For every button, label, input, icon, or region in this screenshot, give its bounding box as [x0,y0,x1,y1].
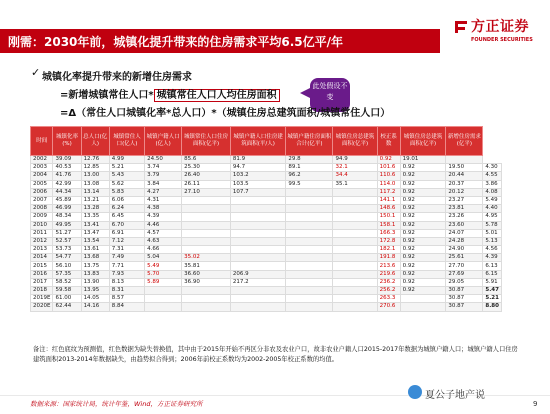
table-cell: 49.95 [53,221,81,229]
table-cell: 23.81 [446,205,483,213]
table-cell: 2020E [31,303,53,311]
table-row [31,287,502,295]
table-cell: 4.39 [145,213,182,221]
table-cell [230,221,286,229]
table-cell: 206.9 [230,270,286,278]
table-row [31,278,502,286]
table-cell: 13.95 [81,287,109,295]
table-cell: 13.61 [81,246,109,254]
table-cell [333,254,377,262]
table-cell [182,196,231,204]
table-cell [333,303,377,311]
table-cell: 217.2 [230,278,286,286]
table-cell: 20.37 [446,180,483,188]
table-cell [286,295,333,303]
table-cell [230,262,286,270]
table-cell [286,303,333,311]
table-row [31,180,502,188]
table-cell: 13.21 [81,196,109,204]
table-cell: 89.1 [286,164,333,172]
table-cell: 2013 [31,246,53,254]
table-row [31,254,502,262]
table-cell [286,278,333,286]
table-cell [286,229,333,237]
table-cell: 14.05 [81,295,109,303]
table-header-cell: 城镇户籍住房面积合计(亿平) [286,127,333,156]
formula-line-2: =Δ（常住人口城镇化率*总人口）*（城镇住房总建筑面积/城镇常住人口） [60,108,391,119]
table-cell: 5.21 [483,295,502,303]
table-cell [333,246,377,254]
table-cell: 236.2 [377,278,400,286]
table-cell: 7.93 [109,270,144,278]
table-cell [286,213,333,221]
table-row [31,205,502,213]
table-cell: 20.12 [446,188,483,196]
table-cell [182,205,231,213]
table-cell [286,254,333,262]
data-source: 数据来源：国家统计局，统计年鉴，Wind，方正证券研究所 [30,400,203,408]
table-cell [182,287,231,295]
table-cell [182,213,231,221]
table-row [31,262,502,270]
table-cell: 0.92 [400,221,446,229]
table-header-cell: 城镇住房总建筑面积(亿平) [333,127,377,156]
table-cell: 4.30 [483,164,502,172]
table-header-cell: 时间 [31,127,53,156]
table-cell: 27.10 [182,188,231,196]
table-cell: 0.92 [400,213,446,221]
callout-arrow [300,88,310,98]
table-cell: 219.6 [377,270,400,278]
table-cell [333,270,377,278]
table-cell: 5.91 [483,278,502,286]
table-cell: 23.26 [446,213,483,221]
table-cell [286,205,333,213]
table-cell: 35.1 [333,180,377,188]
table-cell: 0.92 [377,156,400,164]
table-cell [333,205,377,213]
table-cell: 24.28 [446,237,483,245]
table-cell: 34.4 [333,172,377,180]
table-cell: 26.11 [182,180,231,188]
table-cell: 3.74 [145,164,182,172]
table-cell [182,221,231,229]
table-cell: 6.24 [109,205,144,213]
table-cell: 19.01 [400,156,446,164]
table-cell: 6.15 [483,270,502,278]
table-header-cell: 总人口(亿人) [81,127,109,156]
table-cell: 42.99 [53,180,81,188]
table-cell: 94.7 [230,164,286,172]
table-cell: 4.08 [483,188,502,196]
table-cell: 27.69 [446,270,483,278]
table-cell: 2017 [31,278,53,286]
table-row [31,270,502,278]
table-cell [230,196,286,204]
table-header-cell: 城镇常住人口(亿人) [109,127,144,156]
table-cell: 35.02 [182,254,231,262]
table-cell [230,229,286,237]
table-cell: 3.79 [145,172,182,180]
formula-1-boxed-term: 城镇常住人口人均住房面积 [154,89,280,102]
table-cell: 24.90 [446,246,483,254]
table-cell: 94.9 [333,156,377,164]
table-header-cell: 城镇常住人口住房面积(亿平) [182,127,231,156]
table-header-cell: 城镇户籍人口住房建筑面积(平/人) [230,127,286,156]
table-cell: 36.90 [182,278,231,286]
table-cell: 5.21 [109,164,144,172]
table-cell: 8.57 [109,295,144,303]
table-cell [333,229,377,237]
table-cell: 13.75 [81,262,109,270]
table-cell: 107.7 [230,188,286,196]
table-cell: 0.92 [400,229,446,237]
table-cell: 0.92 [400,287,446,295]
table-cell: 13.83 [81,270,109,278]
table-cell [182,237,231,245]
table-cell: 4.55 [483,172,502,180]
table-cell [333,213,377,221]
table-row [31,295,502,303]
table-cell: 5.04 [145,254,182,262]
table-cell [333,262,377,270]
table-cell: 4.38 [145,205,182,213]
table-cell: 4.46 [145,221,182,229]
table-cell: 2016 [31,270,53,278]
table-cell: 12.85 [81,164,109,172]
founder-logo-icon [453,19,469,35]
table-cell: 263.3 [377,295,400,303]
table-cell [333,295,377,303]
table-cell: 2015 [31,262,53,270]
table-cell [182,295,231,303]
table-cell: 13.35 [81,213,109,221]
table-cell [333,278,377,286]
table-cell [286,246,333,254]
table-cell: 2005 [31,180,53,188]
table-cell: 56.10 [53,262,81,270]
table-cell: 14.16 [81,303,109,311]
footnote: 备注：红色底纹为预测值，红色数据为缺失替换值，其中由于2015年开始不再区分非农及农业户口，故非农业户籍人口2015-2017年数据为城镇户籍人口；城镇户籍人口住房建筑面积2013-2014年数据缺失，由趋势拟合得到；2006年前校正系数均为2002-2005年校正系数的均值。 [33,346,518,363]
table-cell: 0.92 [400,172,446,180]
table-cell: 7.71 [109,262,144,270]
table-header-cell: 城镇住房总建筑面积(亿平) [400,127,446,156]
table-cell: 13.08 [81,180,109,188]
table-cell: 13.41 [81,221,109,229]
table-cell: 24.50 [145,156,182,164]
table-cell: 27.70 [446,262,483,270]
table-cell: 0.92 [400,196,446,204]
table-cell [446,156,483,164]
table-cell: 5.13 [483,237,502,245]
table-cell: 81.9 [230,156,286,164]
table-body [31,156,502,312]
founder-logo [453,16,545,54]
table-cell [230,295,286,303]
table-cell: 2007 [31,196,53,204]
table-cell: 4.31 [145,196,182,204]
table-cell: 182.1 [377,246,400,254]
formula-line-1 [60,86,280,101]
table-cell: 4.95 [483,213,502,221]
table-cell: 12.76 [81,156,109,164]
table-cell: 2011 [31,229,53,237]
table-cell: 8.84 [109,303,144,311]
table-cell: 8.80 [483,303,502,311]
table-cell: 114.0 [377,180,400,188]
table-cell [333,188,377,196]
table-cell: 5.89 [145,278,182,286]
table-cell: 62.44 [53,303,81,311]
table-cell: 5.49 [145,262,182,270]
bullet-heading: 城镇化率提升带来的新增住房需求 [42,72,192,83]
table-cell [286,237,333,245]
table-cell: 270.6 [377,303,400,311]
table-cell: 5.78 [483,221,502,229]
table-cell [230,205,286,213]
table-cell: 13.68 [81,254,109,262]
table-cell: 23.60 [446,221,483,229]
table-cell: 103.2 [230,172,286,180]
table-cell: 256.2 [377,287,400,295]
table-cell [230,287,286,295]
table-row [31,164,502,172]
table-cell: 0.92 [400,180,446,188]
table-cell: 26.40 [182,172,231,180]
table-cell: 6.91 [109,229,144,237]
table-cell [145,303,182,311]
table-row [31,213,502,221]
table-header-cell: 城镇化率(%) [53,127,81,156]
table-cell [286,262,333,270]
table-cell: 39.09 [53,156,81,164]
table-cell: 13.14 [81,188,109,196]
logo-cn-text: 方正证券 [471,19,529,35]
table-cell [286,188,333,196]
table-cell: 30.87 [446,303,483,311]
table-cell: 158.1 [377,221,400,229]
table-cell: 52.57 [53,237,81,245]
table-cell: 0.92 [400,246,446,254]
table-cell [145,295,182,303]
table-cell: 4.66 [145,246,182,254]
table-cell [182,229,231,237]
table-cell: 6.13 [483,262,502,270]
logo-en-text: FOUNDER SECURITIES [471,37,533,43]
table-cell [400,295,446,303]
table-cell: 148.6 [377,205,400,213]
table-cell: 5.43 [109,172,144,180]
table-cell: 51.27 [53,229,81,237]
table-cell: 29.05 [446,278,483,286]
table-cell: 53.73 [53,246,81,254]
table-cell: 8.13 [109,278,144,286]
table-cell [230,303,286,311]
table-cell: 4.57 [145,229,182,237]
table-row [31,196,502,204]
table-row [31,246,502,254]
table-cell: 141.1 [377,196,400,204]
watermark-text: 夏公子地产说 [425,390,485,401]
table-cell: 32.1 [333,164,377,172]
table-cell: 4.40 [483,205,502,213]
table-cell: 96.2 [286,172,333,180]
table-cell: 57.35 [53,270,81,278]
table-cell: 172.8 [377,237,400,245]
table-cell: 6.06 [109,196,144,204]
table-cell: 7.12 [109,237,144,245]
table-cell: 110.6 [377,172,400,180]
wechat-watermark-icon [408,385,422,399]
table-cell: 166.3 [377,229,400,237]
table-cell [333,196,377,204]
table-cell [400,303,446,311]
table-cell: 2002 [31,156,53,164]
table-cell: 0.92 [400,164,446,172]
table-cell: 2006 [31,188,53,196]
table-cell: 2018 [31,287,53,295]
table-cell: 4.56 [483,246,502,254]
table-cell [230,254,286,262]
assumption-callout: 此处假设不变 [310,78,350,112]
table-cell: 103.5 [230,180,286,188]
table-cell: 5.83 [109,188,144,196]
table-row [31,237,502,245]
table-cell: 25.61 [446,254,483,262]
table-cell [230,237,286,245]
table-cell: 6.45 [109,213,144,221]
table-header-row [31,127,502,156]
table-cell: 5.70 [145,270,182,278]
table-cell: 7.31 [109,246,144,254]
table-cell: 54.77 [53,254,81,262]
table-cell: 36.60 [182,270,231,278]
table-cell: 13.28 [81,205,109,213]
table-cell: 25.30 [182,164,231,172]
table-cell: 3.84 [145,180,182,188]
table-cell: 23.27 [446,196,483,204]
table-row [31,188,502,196]
table-cell: 58.52 [53,278,81,286]
table-cell: 117.2 [377,188,400,196]
table-cell: 5.49 [483,196,502,204]
table-cell: 30.87 [446,295,483,303]
table-cell: 2010 [31,221,53,229]
table-cell [230,213,286,221]
page-title: 刚需：2030年前，城镇化提升带来的住房需求平均6.5亿平/年 [8,35,344,49]
table-cell [286,221,333,229]
table-cell: 13.90 [81,278,109,286]
table-cell [286,270,333,278]
table-cell: 4.27 [145,188,182,196]
table-cell: 2019E [31,295,53,303]
table-header-cell: 校正系数 [377,127,400,156]
table-cell: 2009 [31,213,53,221]
check-icon: ✓ [31,66,41,79]
table-header-cell: 新增住房需求(亿平) [446,127,483,156]
title-bar [0,29,440,53]
table-cell: 61.00 [53,295,81,303]
table-cell: 0.92 [400,278,446,286]
table-header-cell: 城镇户籍人口(亿人) [145,127,182,156]
table-cell: 13.00 [81,172,109,180]
table-cell: 191.8 [377,254,400,262]
table-cell [286,287,333,295]
table-cell: 48.34 [53,213,81,221]
table-cell [333,287,377,295]
table-cell: 29.8 [286,156,333,164]
table-cell: 0.92 [400,270,446,278]
table-cell: 0.92 [400,188,446,196]
housing-demand-table [30,126,502,312]
table-cell [230,246,286,254]
table-cell: 44.34 [53,188,81,196]
table-cell: 85.6 [182,156,231,164]
table-cell: 59.58 [53,287,81,295]
table-cell: 5.62 [109,180,144,188]
table-cell: 2012 [31,237,53,245]
table-cell: 8.31 [109,287,144,295]
table-row [31,303,502,311]
formula-1-prefix: =新增城镇常住人口* [60,90,154,101]
table-cell [333,221,377,229]
table-cell: 0.92 [400,237,446,245]
table-cell: 2004 [31,172,53,180]
table-cell: 99.5 [286,180,333,188]
table-cell: 5.01 [483,229,502,237]
table-cell: 2014 [31,254,53,262]
table-cell: 24.07 [446,229,483,237]
table-cell: 20.44 [446,172,483,180]
table-cell: 41.76 [53,172,81,180]
table-cell: 46.99 [53,205,81,213]
table-cell: 35.81 [182,262,231,270]
table-cell: 4.63 [145,237,182,245]
table-cell: 19.50 [446,164,483,172]
table-cell: 0.92 [400,262,446,270]
table-cell [182,246,231,254]
table-cell: 6.70 [109,221,144,229]
table-cell: 13.54 [81,237,109,245]
table-cell: 0.92 [400,254,446,262]
page-number: 9 [533,400,538,408]
table-cell: 4.39 [483,254,502,262]
table-cell: 13.47 [81,229,109,237]
table-cell: 5.47 [483,287,502,295]
table-cell: 0.92 [400,205,446,213]
table-cell: 213.6 [377,262,400,270]
table-cell: 45.89 [53,196,81,204]
table-cell: 2003 [31,164,53,172]
table-row [31,172,502,180]
table-cell: 2008 [31,205,53,213]
table-row [31,156,502,164]
table-row [31,229,502,237]
table-cell: 150.1 [377,213,400,221]
table-cell [145,287,182,295]
table-cell [333,237,377,245]
table-cell: 7.49 [109,254,144,262]
table-cell [182,303,231,311]
table-cell: 101.6 [377,164,400,172]
table-cell: 40.53 [53,164,81,172]
table-cell [286,196,333,204]
table-cell: 30.87 [446,287,483,295]
table-row [31,221,502,229]
table-cell: 3.86 [483,180,502,188]
table-cell: 4.99 [109,156,144,164]
